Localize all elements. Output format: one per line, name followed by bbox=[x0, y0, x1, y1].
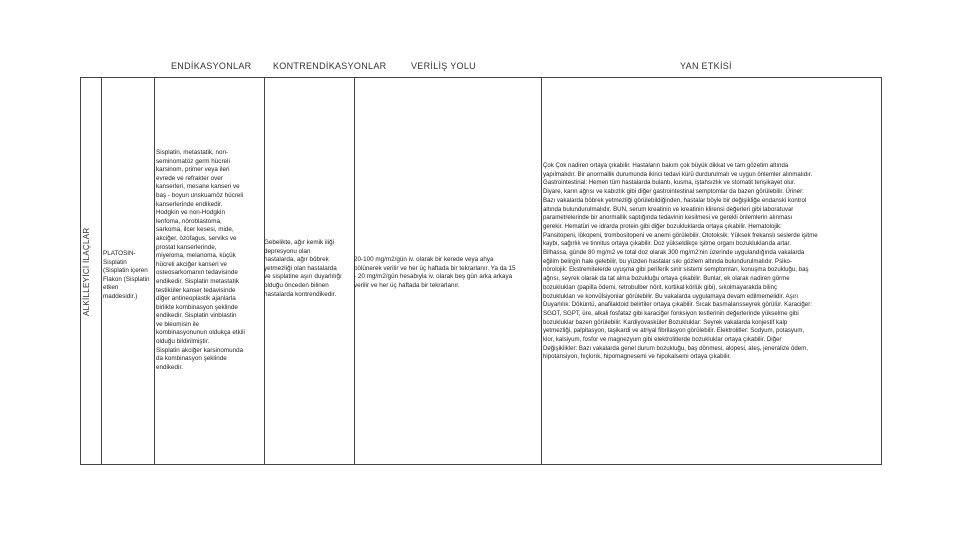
text-line: gerekir. Hematüri ve idrarda protein gibi diğer bozukluklarda ortaya çıkabilir. Hematolojik: bbox=[543, 222, 782, 230]
text-line: nörolojik: Ekstremitelerde uyuşma gibi periferik sinir sistemi semptomları, konuşma bozukluğu, baş bbox=[543, 266, 809, 274]
text-line: bozuklukları (papilla ödemi, retrobulber nörit, kortikal körlük gibi), sıkolmayarakda bilinç bbox=[543, 283, 778, 291]
text-line: hücreli akciğer kanseri ve bbox=[156, 260, 228, 268]
text-line: - 20 mg/m2/gün hesabıyla iv. olarak beş gün arka arkaya bbox=[354, 273, 513, 281]
text-line: ve bleomisin ile bbox=[156, 320, 200, 328]
column-divider bbox=[541, 78, 542, 464]
text-line: evrede ve refrakter over bbox=[156, 174, 223, 182]
text-line: miyeloma, melanoma, küçük bbox=[156, 252, 236, 260]
text-line: karsinom, primer veya ileri bbox=[156, 166, 230, 174]
text-line: baş - boyun unskuamöz hücreli bbox=[156, 191, 244, 199]
verilis-yolu-cell bbox=[354, 256, 540, 290]
text-line: klor, kalsiyum, fosfor ve magnezyum gibi elektrolitlerde bozukluklar ortaya çıkabilir. Diğer bbox=[543, 336, 782, 344]
text-line: Gastrointestinal: Hemen tüm hastalarda bulantı, kusma, iştahsızlık ve stomatit tenşikayet olur. bbox=[543, 179, 796, 187]
text-line: prostat kanserlerinde, bbox=[156, 243, 217, 251]
text-line: Duyarlılık: Döküntü, anafilaktoid belirtiler ortaya çıkabilir. Sıcak basmalarısseyrek görülür. Karaciğer: bbox=[543, 301, 812, 309]
text-line: Pansitopeni, lökopeni, trombositopeni ve anemi görülebilir. Ototoksik: Yüksek frekanslı seslerde işitme bbox=[543, 231, 818, 239]
text-line: hipotansiyon, hıçkırık, hipomagnesemi ve hipokalsemi ortaya çıkabilir. bbox=[543, 353, 731, 361]
text-line: ağrısı, seyrek olarak da tat alma bozukluğu ortaya çıkabilir. Bunlar, ek olarak nadiren görme bbox=[543, 275, 790, 283]
row-label-alkilleyici: ALKİLLEYİCİ İLAÇLAR bbox=[82, 227, 91, 316]
yan-etki-cell bbox=[543, 162, 881, 362]
text-line: da kombinasyon şeklinde bbox=[156, 355, 227, 363]
header-endikasyonlar: ENDİKASYONLAR bbox=[171, 61, 252, 71]
text-line: yetmezliği, palpitasyon, taşikardi ve atriyal fibrilasyon görülebilir. Elektrolitler: Sodyum, potasyum, bbox=[543, 327, 805, 335]
text-line: testiküler kanser tedavisinde bbox=[156, 286, 236, 294]
text-line: endikedir. Sisplatin metastatik bbox=[156, 277, 239, 285]
text-line: sarkoma, ilcer kesesi, mide, bbox=[156, 226, 234, 234]
text-line: bozuklukları ve konvülsiyonlar görülebilir. Bu vakalarda uygulamaya devam edilmemelidir. Aşırı bbox=[543, 292, 799, 300]
column-divider bbox=[101, 78, 102, 464]
endikasyon-cell bbox=[156, 149, 262, 372]
text-line: seminomatöz germ hücreli bbox=[156, 157, 230, 165]
text-line: kanserleri, mesane kanseri ve bbox=[156, 183, 240, 191]
text-line: 20-100 mg/m2/gün iv. olarak bir kerede veya ahya bbox=[354, 256, 494, 263]
text-line: eğilim belirgin hale gelebilir, bu yüzden hastalar sıkı gözlem altında bulundurulmalıdır. Psiko- bbox=[543, 257, 792, 265]
text-line: Bazı vakalarda böbrek yetmezliği görülebildiğinden, hastalar böyle bir değişikliğe endanski kontrol bbox=[543, 196, 807, 204]
text-line: Değişiklikler: Bazı vakalarda genel durum bozukluğu, baş dönmesi, alopesi, ateş, jeneralize ödem, bbox=[543, 344, 808, 352]
text-line: endikedir. Sisplatin vinblastin bbox=[156, 312, 237, 320]
text-line: Gebelikte, ağır kemik iliği bbox=[264, 239, 334, 246]
text-line: SGOT, SGPT, üre, alkali fosfataz gibi karaciğer fonksiyon testlerinin değerlerinde yükselme gibi bbox=[543, 309, 799, 317]
text-line: altında bulundurulmalıdır. BUN, serum kreatinin ve kreatinin klirensi değerleri gibi laboratuvar bbox=[543, 205, 794, 213]
text-line: Hodgkin ve non-Hodgkin bbox=[156, 209, 225, 217]
text-line: hastalarda, ağır böbrek bbox=[264, 256, 329, 264]
text-line: yapılmalıdır. Bir anormallik durumunda ikinci tedavi kürü durdurulmalı ve uygun önlemler alınmalıdır. bbox=[543, 170, 813, 178]
column-divider bbox=[154, 78, 155, 464]
text-line: olduğu bildirilmiştir. bbox=[156, 338, 210, 346]
text-line: osteosarkomanın tedavisinde bbox=[156, 269, 238, 277]
text-line: lenfoma, nöroblastoma, bbox=[156, 217, 222, 225]
header-yan-etkisi: YAN ETKİSİ bbox=[680, 61, 732, 71]
drug-name-cell: PLATOSIN- Sisplatin (Sisplatin içeren Flakon (Sisplatin etken maddesidir.) bbox=[103, 250, 150, 300]
text-line: parametrelerinde bir anormallik saptığında tedavinin kesilmesi ve gerekli önlemlerin alınması bbox=[543, 214, 793, 222]
text-line: bölünerek verilir ve her üç haftada bir tekrarlanır. Ya da 15 bbox=[354, 264, 516, 272]
header-kontrendikasyonlar: KONTRENDİKASYONLAR bbox=[273, 61, 387, 71]
text-line: kombinasyonunun oldukça etkili bbox=[156, 329, 245, 337]
text-line: hastalarda kontrendikedir. bbox=[264, 290, 337, 298]
text-line: depresyonu olan bbox=[264, 247, 311, 255]
kontrendikasyon-cell bbox=[264, 239, 352, 299]
text-line: endikedir. bbox=[156, 363, 183, 371]
text-line: olduğu önceden bilinen bbox=[264, 281, 329, 289]
text-line: kanserlerinde endikedir. bbox=[156, 200, 223, 208]
text-line: yetmezliği olan hastalarda bbox=[264, 264, 337, 272]
text-line: verilir ve her üç haftada bir tekrarlanır. bbox=[354, 281, 460, 289]
text-line: Bilhassa, günde 80 mg/m2 ve total doz olarak 300 mg/m2'nin üzerinde uygulandığında vakalarda bbox=[543, 249, 805, 257]
text-line: Sisplatin, metastatik, non- bbox=[156, 149, 229, 156]
text-line: Çok Çok nadiren ortaya çıkabilir. Hastaların bakım çok büyük dikkat ve tam gözetim altında bbox=[543, 162, 789, 169]
text-line: bozukluklar bazen görülebilir. Kardiyovasküler Bozukluklar: Seyrek vakalarda konjestif kalp bbox=[543, 318, 788, 326]
text-line: birlikte kombinasyon şeklinde bbox=[156, 303, 238, 311]
text-line: kaybı, sağırlık ve tinnitus ortaya çıkabilir. Doz yükseldikçe işitme organı bozukluklarıda artar. bbox=[543, 240, 791, 248]
text-line: diğer antineoplastik ajanlarla bbox=[156, 295, 236, 303]
text-line: ve sisplatine aşırı duyarlılığı bbox=[264, 273, 342, 281]
text-line: Diyare, karın ağrısı ve kabızlık gibi diğer gastrointestinal semptomlar da bazen görülebilir. Üriner: bbox=[543, 188, 804, 196]
text-line: Sisplatin akciğer karsinomunda bbox=[156, 346, 244, 354]
text-line: akciğer, özofagus, serviks ve bbox=[156, 234, 237, 242]
header-verilis-yolu: VERİLİŞ YOLU bbox=[411, 61, 476, 71]
